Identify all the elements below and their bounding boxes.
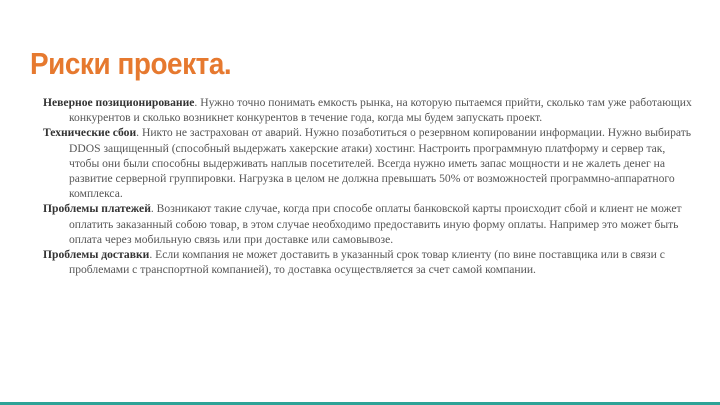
risk-term: Технические сбои <box>43 126 137 140</box>
slide-body <box>43 95 693 277</box>
risk-description: . Возникают такие случае, когда при способе оплаты банковской карты происходит сбой и клиент не может оплатить заказанный собою товар, в этом случае необходимо предоставить иную форму оплаты. Например это может быть оплата через мобильную связь или при доставке или самовывозе. <box>69 202 682 246</box>
risk-term: Неверное позиционирование <box>43 96 195 109</box>
risk-item-positioning <box>43 95 693 125</box>
risk-description: . Если компания не может доставить в указанный срок товар клиенту (по вине поставщика или в связи с проблемами с транспортной компанией), то доставка осуществляется за счет самой компании. <box>69 248 665 277</box>
risk-item-payment-problems <box>43 201 693 247</box>
risk-item-technical-failures <box>43 125 693 201</box>
slide-title: Риски проекта. <box>30 46 232 81</box>
risk-description: . Нужно точно понимать емкость рынка, на которую пытаемся прийти, сколько там уже работающих конкурентов и сколько возникнет конкурентов в течение года, когда мы будем запускать проект. <box>69 96 692 125</box>
risk-item-delivery-problems <box>43 247 693 277</box>
risk-description: . Никто не застрахован от аварий. Нужно позаботиться о резервном копировании информации. Нужно выбирать DDOS защищенный (способный выдержать хакерские атаки) хостинг. Настроить программную платформу и сервер так, чтобы они были способны выдерживать наплыв посетителей. Всегда нужно иметь запас мощности и не жалеть денег на развитие серверной группировки. Нагрузка в целом не должна превышать 50% от возможностей программно-аппаратного комплекса. <box>69 126 692 201</box>
risk-term: Проблемы доставки <box>43 248 150 262</box>
risk-term: Проблемы платежей <box>43 202 151 216</box>
